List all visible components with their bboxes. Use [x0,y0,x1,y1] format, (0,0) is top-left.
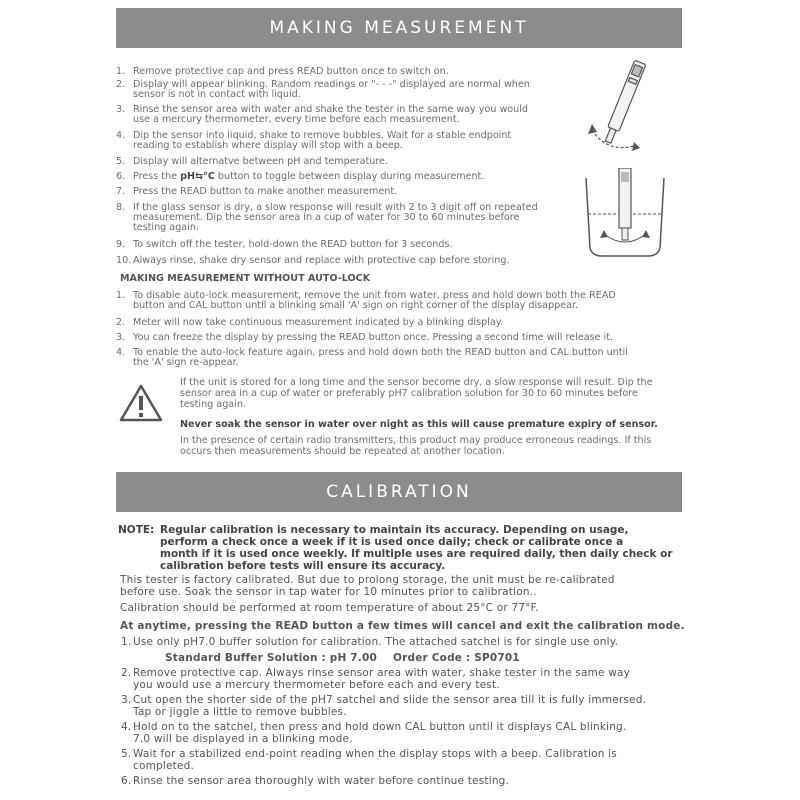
autolock-step-4: 4. To enable the auto-lock feature again, press and hold down both the READ button and CAL button until the 'A' sign re-appear. [116,347,628,368]
ph-toggle-label: pH⇆°C [180,171,215,182]
tester-shake-illustration [582,58,662,158]
order-code-label: Order Code : SP0701 [393,652,520,664]
step-3: 3. Rinse the sensor area with water and shake the tester in the same way you would use a mercury thermometer, every time before each measurement. [116,104,529,125]
section-title: MAKING MEASUREMENT [269,18,529,38]
cancel-calibration-paragraph: At anytime, pressing the READ button a few times will cancel and exit the calibration mode. [120,620,685,632]
autolock-subheading: MAKING MEASUREMENT WITHOUT AUTO-LOCK [120,273,371,284]
calibration-banner [116,472,682,512]
warning-paragraph-3: In the presence of certain radio transmitters, this product may produce erroneous readings. If this occurs then measurements should be repeated at another location. [180,435,652,457]
buffer-solution-label: Standard Buffer Solution : pH 7.00 [165,652,377,664]
step-2: 2. Display will appear blinking. Random readings or "- - -" displayed are normal when sensor is not in contact with liquid. [116,79,530,100]
cal-step-2: 2. Remove protective cap. Always rinse sensor area with water, shake tester in the same way you would use a mercury thermometer before each and every test. [121,667,631,691]
factory-calibrated-paragraph: This tester is factory calibrated. But due to prolong storage, the unit must be re-calibrated before use. Soak the sensor in tap water for 10 minutes prior to calibration.. [120,574,615,598]
step-8: 8. If the glass sensor is dry, a slow response will result with 2 to 3 digit off on repeated measurement. Dip the sensor area in a cup of water for 30 to 60 minutes before testing again. [116,202,538,233]
cal-step-4: 4. Hold on to the satchel, then press and hold down CAL button until it displays CAL blinking. 7.0 will be displayed in a blinking mode. [121,721,627,745]
step-4: 4. Dip the sensor into liquid, shake to remove bubbles. Wait for a stable endpoint reading to establish where display will stop with a beep. [116,130,512,151]
note-body: perform a check once a week if it is used once daily; check or calibrate once a month if it is used once weekly. If multiple uses are required daily, then daily check or calibration before tests will ensure its accuracy. [160,536,673,572]
making-measurement-banner [116,8,682,48]
note-first-line: Regular calibration is necessary to maintain its accuracy. Depending on usage, [160,524,629,536]
section-title: CALIBRATION [326,482,472,502]
cal-step-6: 6. Rinse the sensor area thoroughly with water before continue testing. [121,775,510,787]
note-label: NOTE: [118,524,155,536]
cal-step-3: 3. Cut open the shorter side of the pH7 satchel and slide the sensor area till it is fully immersed. Tap or jiggle a little to remove bubbles. [121,694,647,718]
warning-paragraph-2: Never soak the sensor in water over night as this will cause premature expiry of sensor. [180,419,658,430]
warning-icon [118,383,164,423]
cal-step-5: 5. Wait for a stabilized end-point reading when the display stops with a beep. Calibration is completed. [121,748,617,772]
autolock-step-1: 1. To disable auto-lock measurement, remove the unit from water, press and hold down both the READ button and CAL button until a blinking small 'A' sign on right corner of the display disappear. [116,290,616,311]
cal-step-1: 1. Use only pH7.0 buffer solution for calibration. The attached satchel is for single use only. [121,636,619,648]
tester-beaker-illustration [580,168,670,263]
warning-paragraph-1: If the unit is stored for a long time and the sensor become dry, a slow response will result. Dip the sensor area in a cup of water or preferably pH7 calibration solution for 30 to 60 minutes before testing again. [180,377,653,410]
room-temperature-paragraph: Calibration should be performed at room temperature of about 25°C or 77°F. [120,602,539,614]
